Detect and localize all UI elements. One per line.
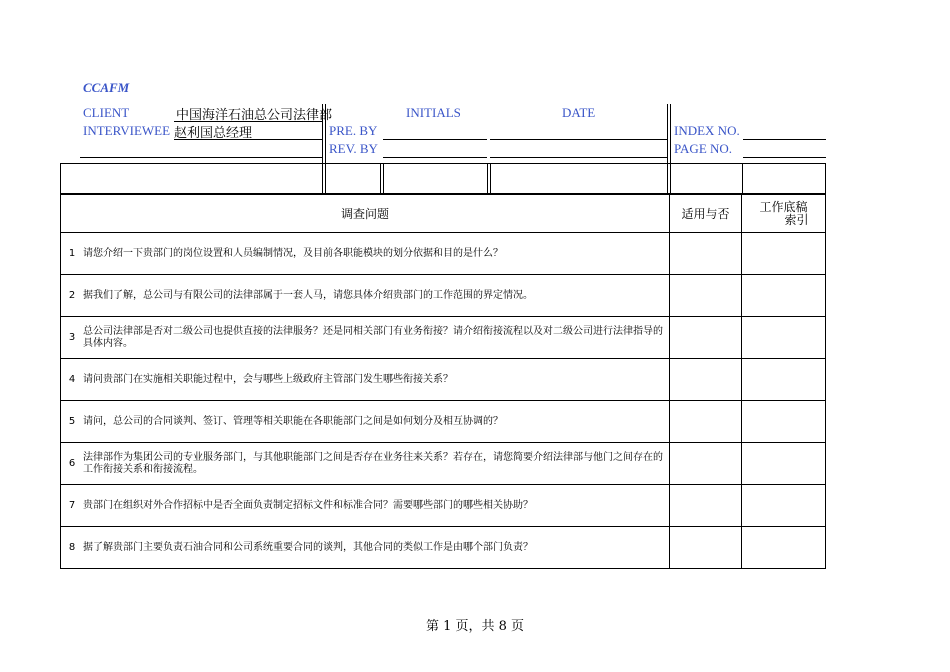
workpaper-index-cell[interactable] (742, 317, 826, 359)
question-number: 7 (68, 499, 76, 511)
question-text: 请您介绍一下贵部门的岗位设置和人员编制情况，及目前各职能模块的划分依据和目的是什么？ (83, 247, 503, 259)
client-underline (174, 121, 322, 122)
interviewee-value: 赵利国总经理 (174, 126, 253, 141)
spacer-divider-2 (383, 163, 384, 194)
question-text: 总公司法律部是否对二级公司也提供直接的法律服务？还是同相关部门有业务衔接？请介绍衔接流程以及对二级公司进行法律指导的具体内容。 (83, 325, 663, 349)
rev-by-date-line (490, 157, 667, 158)
initials-label: INITIALS (406, 105, 461, 120)
index-no-line (743, 139, 826, 140)
question-number: 8 (68, 541, 76, 553)
client-label: CLIENT (83, 105, 130, 120)
spacer-divider-5 (742, 163, 743, 194)
question-number: 6 (68, 457, 76, 469)
table-row (61, 275, 826, 317)
question-number: 5 (68, 415, 76, 427)
workpaper-index-cell[interactable] (742, 233, 826, 275)
workpaper-index-cell[interactable] (742, 275, 826, 317)
interviewee-underline (174, 139, 322, 140)
page-no-line (743, 157, 826, 158)
applicable-cell[interactable] (670, 443, 742, 485)
spacer-divider-3 (487, 163, 488, 194)
table-row (61, 359, 826, 401)
table-row (61, 485, 826, 527)
question-text: 据我们了解，总公司与有限公司的法律部属于一套人马，请您具体介绍贵部门的工作范围的界定情况。 (83, 289, 533, 301)
page-footer: 第 1 页，共 8 页 (425, 619, 525, 634)
table-row (61, 233, 826, 275)
pre-by-date-line (490, 139, 667, 140)
workpaper-index-cell[interactable] (742, 359, 826, 401)
page-no-label: PAGE NO. (674, 141, 733, 156)
table-row (61, 317, 826, 359)
applicable-cell[interactable] (670, 275, 742, 317)
table-row (61, 527, 826, 569)
interviewee-label: INTERVIEWEE (83, 123, 171, 138)
blank-spacer-row (60, 163, 826, 194)
workpaper-index-cell[interactable] (742, 527, 826, 569)
question-text: 贵部门在组织对外合作招标中是否全面负责制定招标文件和标准合同？需要哪些部门的哪些相关协助？ (83, 499, 533, 511)
table-row (61, 401, 826, 443)
workpaper-index-cell[interactable] (742, 401, 826, 443)
workpaper-header-line2: 索引 (784, 212, 809, 227)
question-number: 2 (68, 289, 76, 301)
index-no-label: INDEX NO. (674, 123, 740, 138)
question-number: 1 (68, 247, 76, 259)
header-bottom-rule-left (80, 157, 322, 158)
pre-by-initials-line (383, 139, 487, 140)
applicable-header: 适用与否 (670, 195, 742, 233)
question-number: 4 (68, 373, 76, 385)
rev-by-label: REV. BY (329, 141, 378, 156)
table-header-row (61, 195, 826, 233)
workpaper-index-cell[interactable] (742, 443, 826, 485)
date-label: DATE (562, 105, 596, 120)
question-text: 据了解贵部门主要负责石油合同和公司系统重要合同的谈判，其他合同的类似工作是由哪个部门负责？ (83, 541, 533, 553)
workpaper-index-cell[interactable] (742, 485, 826, 527)
pre-by-label: PRE. BY (329, 123, 378, 138)
applicable-cell[interactable] (670, 401, 742, 443)
spacer-divider-4 (490, 163, 491, 194)
client-value: 中国海洋石油总公司法律部 (176, 108, 333, 123)
question-text: 请问贵部门在实施相关职能过程中，会与哪些上级政府主管部门发生哪些衔接关系？ (83, 373, 453, 385)
spacer-divider-1 (380, 163, 381, 194)
question-table (60, 194, 826, 569)
question-text: 法律部作为集团公司的专业服务部门，与其他职能部门之间是否存在业务往来关系？若存在，请您简要介绍法律部与他门之间存在的工作衔接关系和衔接流程。 (83, 451, 663, 475)
applicable-cell[interactable] (670, 527, 742, 569)
question-header: 调查问题 (61, 195, 670, 233)
workpaper-index-header (742, 195, 826, 233)
rev-by-initials-line (383, 157, 487, 158)
applicable-cell[interactable] (670, 317, 742, 359)
applicable-cell[interactable] (670, 359, 742, 401)
company-logo-text: CCAFM (83, 80, 130, 95)
table-row (61, 443, 826, 485)
question-text: 请问，总公司的合同谈判、签订、管理等相关职能在各职能部门之间是如何划分及相互协调的？ (83, 415, 503, 427)
applicable-cell[interactable] (670, 233, 742, 275)
applicable-cell[interactable] (670, 485, 742, 527)
question-number: 3 (68, 331, 76, 343)
workpaper-header-line1: 工作底稿 (759, 199, 808, 214)
